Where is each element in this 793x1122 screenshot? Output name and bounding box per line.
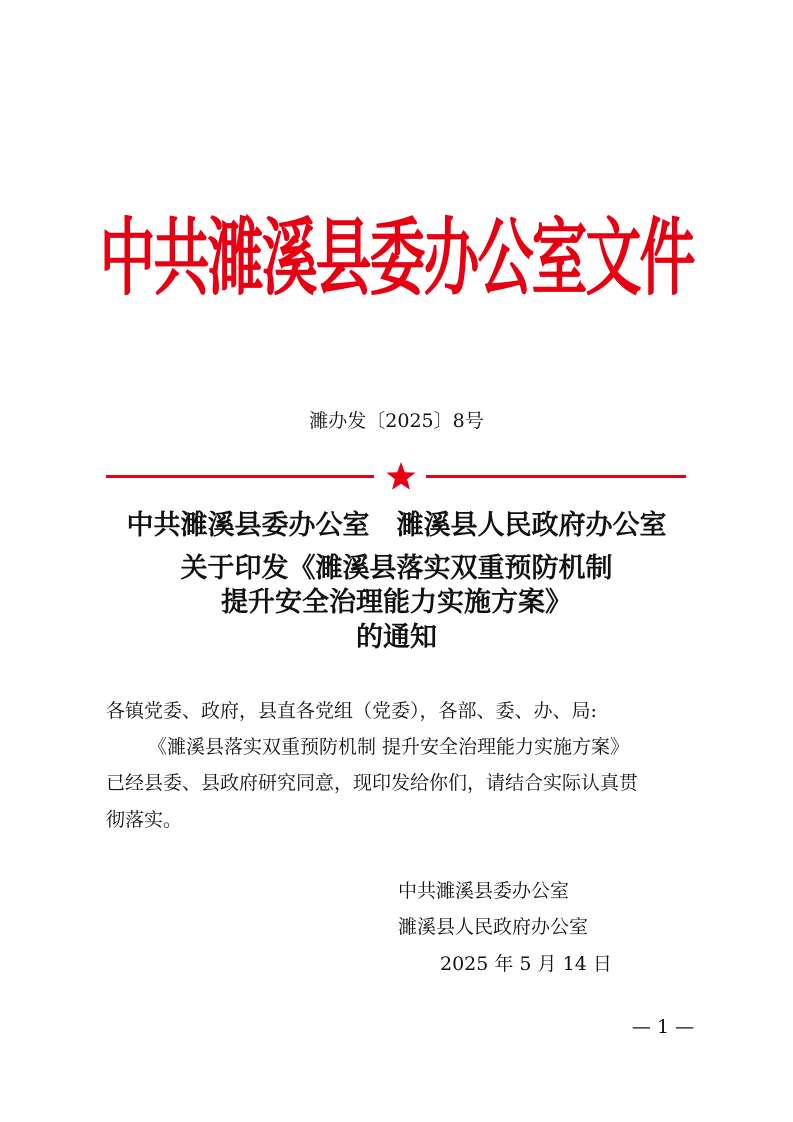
body-paragraph-line-3: 彻落实。	[106, 809, 183, 831]
notice-title-line-1: 中共濉溪县委办公室 濉溪县人民政府办公室	[126, 510, 667, 541]
body-paragraph-line-1: 《濉溪县落实双重预防机制 提升安全治理能力实施方案》	[148, 736, 630, 758]
issuer-government-office: 濉溪县人民政府办公室	[398, 916, 589, 938]
issue-date: 2025 年 5 月 14 日	[440, 953, 612, 975]
masthead-title: 中共濉溪县委办公室文件	[99, 210, 694, 308]
body-paragraph-line-2: 已经县委、县政府研究同意，现印发给你们，请结合实际认真贯	[106, 772, 639, 794]
document-number: 濉办发〔2025〕8号	[309, 410, 484, 432]
issuer-party-office: 中共濉溪县委办公室	[398, 880, 570, 902]
separator-line-left	[106, 475, 374, 478]
notice-title-line-3: 提升安全治理能力实施方案》	[221, 587, 572, 618]
notice-title-line-4: 的通知	[356, 622, 437, 653]
separator-line-right	[426, 475, 686, 478]
salutation: 各镇党委、政府，县直各党组（党委），各部、委、办、局:	[106, 700, 597, 722]
page-number: — 1 —	[631, 1016, 695, 1038]
star-icon	[385, 461, 417, 491]
notice-title-line-2: 关于印发《濉溪县落实双重预防机制	[180, 553, 613, 584]
